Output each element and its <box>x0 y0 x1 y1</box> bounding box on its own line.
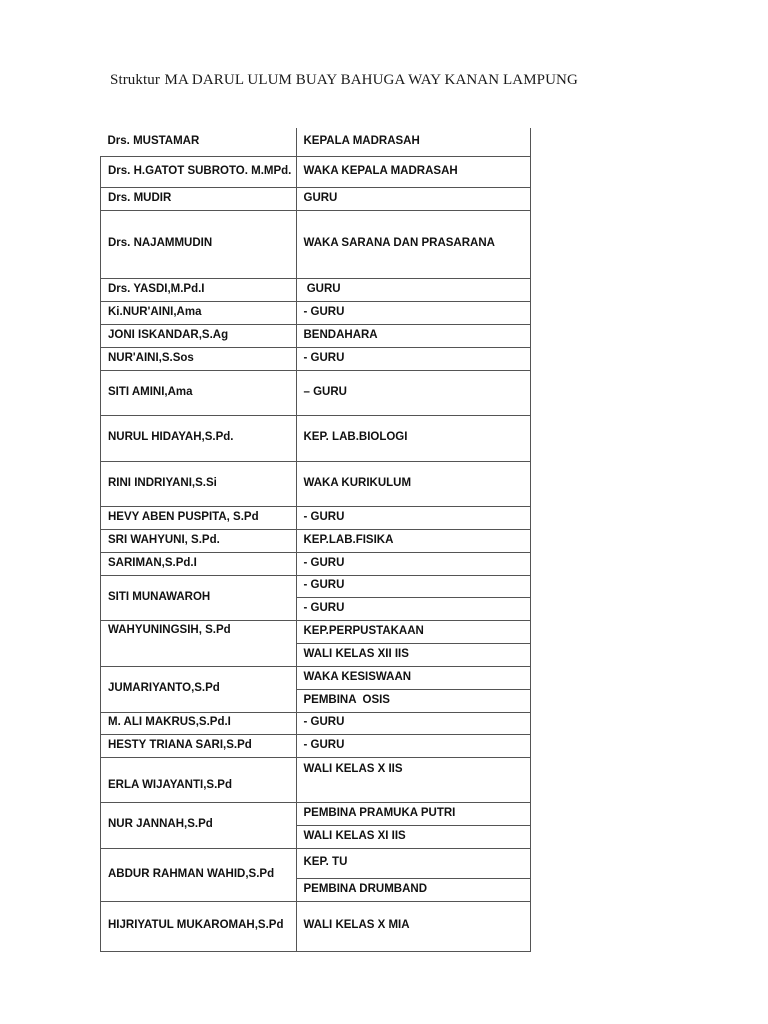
staff-role: WAKA KEPALA MADRASAH <box>296 156 531 187</box>
table-row <box>101 620 531 643</box>
table-row <box>101 128 531 156</box>
staff-role: WALI KELAS XI IIS <box>296 825 531 848</box>
staff-name: SRI WAHYUNI, S.Pd. <box>101 529 297 552</box>
staff-name: WAHYUNINGSIH, S.Pd <box>101 620 297 666</box>
staff-name: RINI INDRIYANI,S.Si <box>101 461 297 506</box>
staff-role: WALI KELAS X MIA <box>296 901 531 951</box>
table-row <box>101 757 531 802</box>
table-row <box>101 210 531 278</box>
staff-name: ABDUR RAHMAN WAHID,S.Pd <box>101 848 297 901</box>
staff-role: PEMBINA PRAMUKA PUTRI <box>296 802 531 825</box>
staff-name: SITI MUNAWAROH <box>101 575 297 620</box>
staff-role: KEP.LAB.FISIKA <box>296 529 531 552</box>
table-row <box>101 734 531 757</box>
staff-role: WAKA SARANA DAN PRASARANA <box>296 210 531 278</box>
staff-name: M. ALI MAKRUS,S.Pd.I <box>101 712 297 734</box>
staff-role: - GURU <box>296 506 531 529</box>
table-row <box>101 461 531 506</box>
staff-name: NURUL HIDAYAH,S.Pd. <box>101 415 297 461</box>
staff-name: HEVY ABEN PUSPITA, S.Pd <box>101 506 297 529</box>
staff-role: - GURU <box>296 552 531 575</box>
staff-role: PEMBINA DRUMBAND <box>296 878 531 901</box>
table-row <box>101 712 531 734</box>
title-main: MA DARUL ULUM BUAY BAHUGA WAY KANAN LAMPUNG <box>164 72 578 88</box>
table-row <box>101 324 531 347</box>
staff-structure-table <box>100 128 531 952</box>
staff-name: SITI AMINI,Ama <box>101 370 297 415</box>
table-row <box>101 278 531 301</box>
staff-name: ERLA WIJAYANTI,S.Pd <box>101 757 297 802</box>
staff-name: HESTY TRIANA SARI,S.Pd <box>101 734 297 757</box>
staff-name: JUMARIYANTO,S.Pd <box>101 666 297 712</box>
table-row <box>101 529 531 552</box>
staff-name: NUR'AINI,S.Sos <box>101 347 297 370</box>
staff-name: Drs. H.GATOT SUBROTO. M.MPd. <box>101 156 297 187</box>
staff-name: Drs. MUDIR <box>101 187 297 210</box>
staff-role: - GURU <box>296 597 531 620</box>
table-row <box>101 370 531 415</box>
table-row <box>101 156 531 187</box>
staff-role: GURU <box>296 187 531 210</box>
table-row <box>101 415 531 461</box>
staff-role: KEP. TU <box>296 848 531 878</box>
table-row <box>101 347 531 370</box>
table-row <box>101 506 531 529</box>
staff-role: KEP.PERPUSTAKAAN <box>296 620 531 643</box>
title-prefix: Struktur <box>110 72 160 88</box>
staff-name: Ki.NUR'AINI,Ama <box>101 301 297 324</box>
staff-role: - GURU <box>296 347 531 370</box>
staff-role: WALI KELAS XII IIS <box>296 643 531 666</box>
staff-role: – GURU <box>296 370 531 415</box>
table-row <box>101 575 531 597</box>
table-row <box>101 301 531 324</box>
staff-role: WALI KELAS X IIS <box>296 757 531 802</box>
staff-role: BENDAHARA <box>296 324 531 347</box>
staff-role: - GURU <box>296 712 531 734</box>
staff-name: JONI ISKANDAR,S.Ag <box>101 324 297 347</box>
staff-role: - GURU <box>296 575 531 597</box>
staff-role: GURU <box>296 278 531 301</box>
staff-role: WAKA KESISWAAN <box>296 666 531 689</box>
table-row <box>101 552 531 575</box>
staff-name: Drs. MUSTAMAR <box>101 128 297 156</box>
staff-name: NUR JANNAH,S.Pd <box>101 802 297 848</box>
staff-name: Drs. NAJAMMUDIN <box>101 210 297 278</box>
staff-name: SARIMAN,S.Pd.I <box>101 552 297 575</box>
staff-role: - GURU <box>296 734 531 757</box>
table-row <box>101 848 531 878</box>
staff-name: HIJRIYATUL MUKAROMAH,S.Pd <box>101 901 297 951</box>
table-row <box>101 666 531 689</box>
table-row <box>101 802 531 825</box>
page-title <box>110 72 578 89</box>
staff-name: Drs. YASDI,M.Pd.I <box>101 278 297 301</box>
table-row <box>101 901 531 951</box>
staff-role: WAKA KURIKULUM <box>296 461 531 506</box>
staff-role: KEPALA MADRASAH <box>296 128 531 156</box>
table-row <box>101 187 531 210</box>
staff-role: KEP. LAB.BIOLOGI <box>296 415 531 461</box>
staff-role: PEMBINA OSIS <box>296 689 531 712</box>
staff-role: - GURU <box>296 301 531 324</box>
